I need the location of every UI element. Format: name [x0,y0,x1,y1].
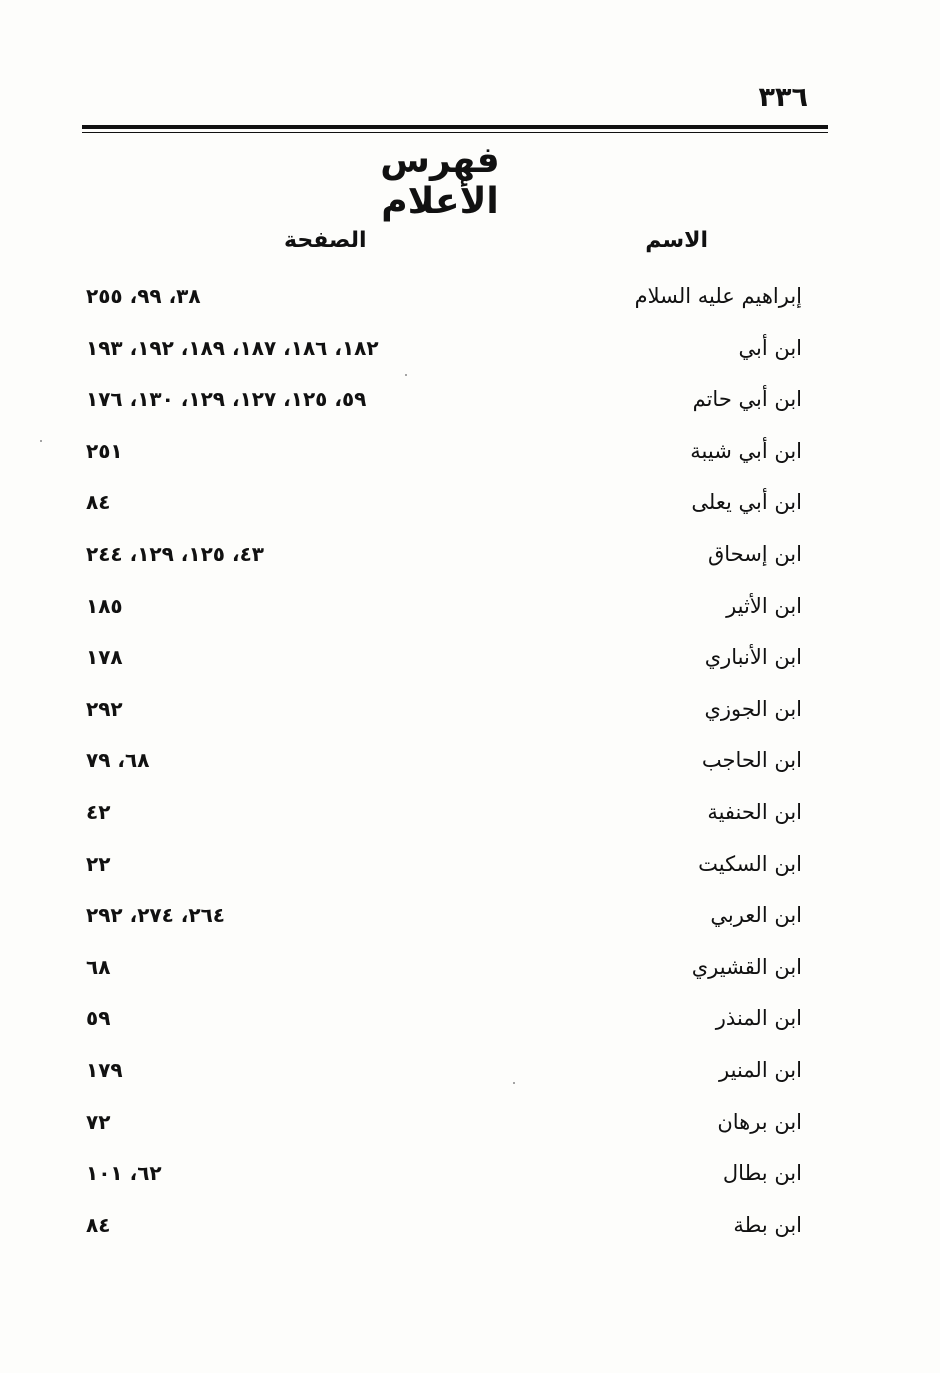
index-entry [82,792,802,844]
index-entry [82,998,802,1050]
index-entry [82,586,802,638]
entry-pages: ٦٨، ٧٩ [86,748,150,773]
entry-pages: ٣٨، ٩٩، ٢٥٥ [86,284,201,308]
entry-name: ابن أبي [738,335,802,360]
index-entry [82,740,802,792]
scan-speck [405,374,407,376]
index-entry [82,534,802,586]
entry-pages: ٢٦٤، ٢٧٤، ٢٩٢ [86,903,225,928]
entry-name: ابن الجوزي [704,696,802,721]
index-entry [82,276,802,328]
entry-name: ابن بطة [733,1212,802,1237]
entry-pages: ٢٢ [86,851,111,876]
entry-name: ابن الحنفية [707,799,802,824]
index-entry [82,1050,802,1102]
entry-name: ابن السكيت [698,851,802,876]
entry-pages: ٥٩ [86,1006,111,1031]
header-rule-thick [82,125,828,129]
entry-name: ابن أبي يعلى [691,490,802,515]
header-rule-thin [82,132,828,133]
index-entry [82,328,802,380]
entry-name: ابن العربي [710,903,802,928]
entry-name: ابن المنذر [715,1006,802,1031]
entry-pages: ٨٤ [86,1212,111,1237]
entry-pages: ٧٢ [86,1109,111,1134]
index-entry [82,379,802,431]
entry-pages: ٤٣، ١٢٥، ١٢٩، ٢٤٤ [86,541,264,566]
entry-name: ابن الأنباري [704,645,802,670]
index-entry [82,844,802,896]
entry-pages: ٤٢ [86,799,111,824]
index-entry [82,1153,802,1205]
index-entry [82,947,802,999]
entry-name: ابن إسحاق [707,541,802,566]
index-entry [82,895,802,947]
page-title: فهرس الأعلام [380,140,500,222]
index-entries-list [82,276,802,1256]
entry-pages: ٦٢، ١٠١ [86,1161,162,1186]
entry-name: ابن الحاجب [701,748,802,773]
entry-name: ابن بطال [722,1161,802,1186]
entry-pages: ٢٩٢ [86,696,123,721]
index-entry [82,689,802,741]
scan-speck [40,440,42,442]
entry-pages: ٢٥١ [86,438,123,463]
column-header-name: الاسم [645,228,708,253]
entry-name: ابن القشيري [691,954,802,979]
entry-name: ابن الأثير [726,593,802,618]
entry-name: ابن المنير [719,1057,802,1082]
entry-pages: ١٧٨ [86,645,123,670]
entry-pages: ١٨٢، ١٨٦، ١٨٧، ١٨٩، ١٩٢، ١٩٣ [86,335,379,360]
index-entry [82,1102,802,1154]
entry-pages: ٦٨ [86,954,111,979]
index-entry [82,431,802,483]
entry-name: ابن برهان [717,1109,802,1134]
index-entry [82,482,802,534]
entry-name: ابن أبي حاتم [692,387,802,412]
entry-pages: ٥٩، ١٢٥، ١٢٧، ١٢٩، ١٣٠، ١٧٦ [86,387,367,412]
entry-pages: ١٧٩ [86,1057,123,1082]
index-entry [82,637,802,689]
entry-pages: ٨٤ [86,490,111,515]
column-header-pages: الصفحة [284,228,367,253]
page-number: ٣٣٦ [758,82,808,113]
entry-name: ابن أبي شيبة [690,438,802,463]
entry-pages: ١٨٥ [86,593,123,618]
scan-speck [513,1082,515,1084]
entry-name: إبراهيم عليه السلام [634,284,802,308]
index-entry [82,1205,802,1257]
